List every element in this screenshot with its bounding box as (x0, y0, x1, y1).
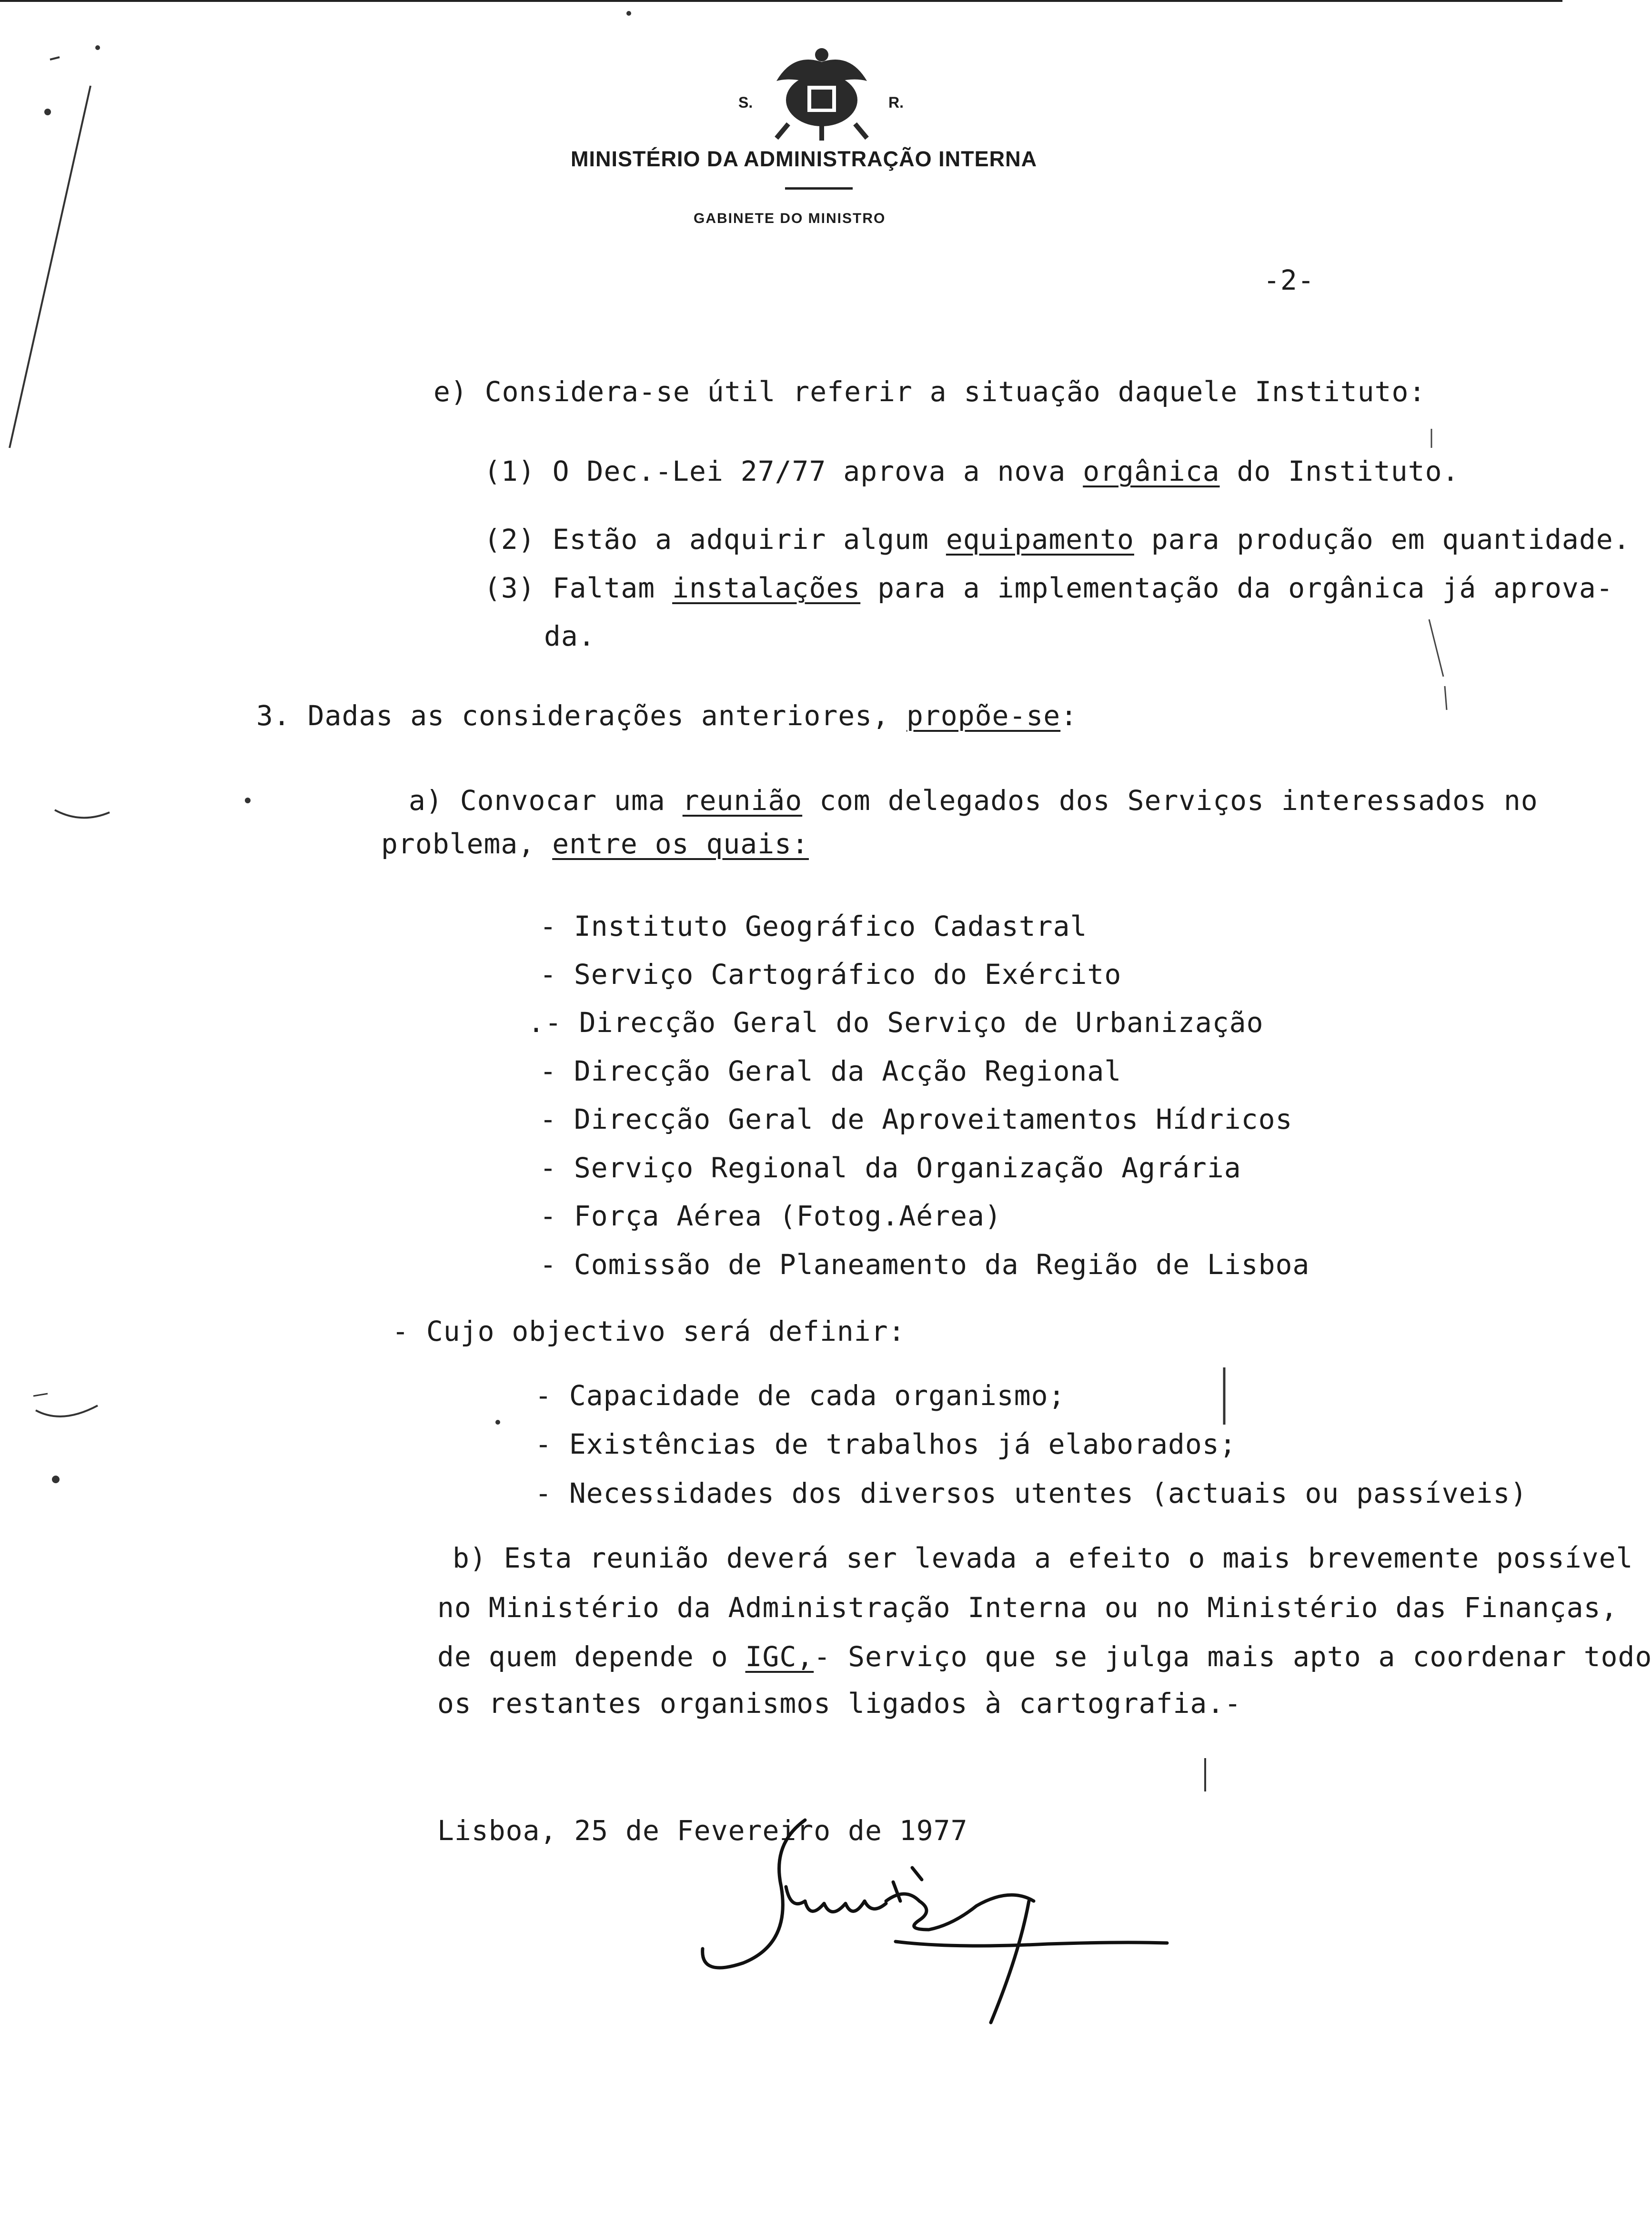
sub-b-line-4: os restantes organismos ligados à cartografia.- (437, 1687, 1242, 1720)
point-1-text: O Dec.-Lei 27/77 aprova a nova (552, 455, 1083, 487)
section-3-text: Dadas as considerações anteriores, (307, 699, 907, 732)
point-3-text: Faltam (552, 572, 673, 604)
list-item: - Comissão de Planeamento da Região de Lisboa (540, 1248, 1310, 1281)
point-1-number: (1) (484, 455, 535, 487)
place-date: Lisboa, 25 de Fevereiro de 1977 (437, 1814, 968, 1847)
point-3-underlined: instalações (672, 572, 861, 604)
point-1-underlined: orgânica (1083, 455, 1220, 487)
letterhead-initial-left: S. (738, 94, 753, 111)
list-item: .- Direcção Geral do Serviço de Urbanização (528, 1006, 1264, 1039)
sub-a-line2-text: problema, (381, 828, 553, 860)
list-item: - Instituto Geográfico Cadastral (540, 910, 1088, 942)
ministry-title: MINISTÉRIO DA ADMINISTRAÇÃO INTERNA (571, 147, 1038, 171)
list-item: - Direcção Geral da Acção Regional (540, 1055, 1122, 1087)
sub-b-line-2: no Ministério da Administração Interna ou no Ministério das Finanças, (437, 1591, 1618, 1624)
sub-a-text: Convocar uma (460, 784, 683, 817)
sub-a-line2-underlined: entre os quais: (552, 828, 809, 860)
section-3-after: : (1060, 699, 1078, 732)
item-e-marker: e) (433, 375, 468, 408)
point-3-number: (3) (484, 572, 535, 604)
sub-b-line3-underlined: IGC, (745, 1640, 814, 1673)
sub-b-line3-after: - Serviço que se julga mais apto a coordenar todo (814, 1640, 1652, 1673)
sub-a-underlined: reunião (682, 784, 803, 817)
office-title: GABINETE DO MINISTRO (694, 211, 886, 226)
letterhead-initial-right: R. (888, 94, 904, 111)
sub-a-after: com delegados dos Serviços interessados no (802, 784, 1538, 817)
objective-item: - Necessidades dos diversos utentes (actuais ou passíveis) (535, 1477, 1528, 1509)
point-3-continuation: da. (544, 620, 595, 652)
page-number: -2- (1263, 264, 1315, 296)
point-2-after: para produção em quantidade. (1134, 523, 1631, 556)
list-item: - Serviço Regional da Organização Agrária (540, 1152, 1241, 1184)
objective-heading: - Cujo objectivo será definir: (392, 1315, 906, 1347)
point-2-text: Estão a adquirir algum (552, 523, 946, 556)
section-3-underlined: propõe-se (906, 699, 1061, 732)
point-2-underlined: equipamento (946, 523, 1134, 556)
objective-item: - Capacidade de cada organismo; (535, 1379, 1066, 1412)
point-3-after: para a implementação da orgânica já aprova- (860, 572, 1613, 604)
sub-b-line3-text: de quem depende o (437, 1640, 745, 1673)
list-item: - Direcção Geral de Aproveitamentos Hídricos (540, 1103, 1293, 1135)
item-e-text: Considera-se útil referir a situação daquele Instituto: (484, 375, 1426, 408)
list-item: - Serviço Cartográfico do Exército (540, 958, 1122, 991)
sub-b-line-1: b) Esta reunião deverá ser levada a efeito o mais brevemente possível (453, 1542, 1633, 1574)
point-1-after: do Instituto. (1219, 455, 1460, 487)
list-item: - Força Aérea (Fotog.Aérea) (540, 1200, 1002, 1232)
point-2-number: (2) (484, 523, 535, 556)
sub-a-marker: a) (409, 784, 443, 817)
objective-item: - Existências de trabalhos já elaborados; (535, 1428, 1237, 1460)
section-3-number: 3. (256, 699, 291, 732)
